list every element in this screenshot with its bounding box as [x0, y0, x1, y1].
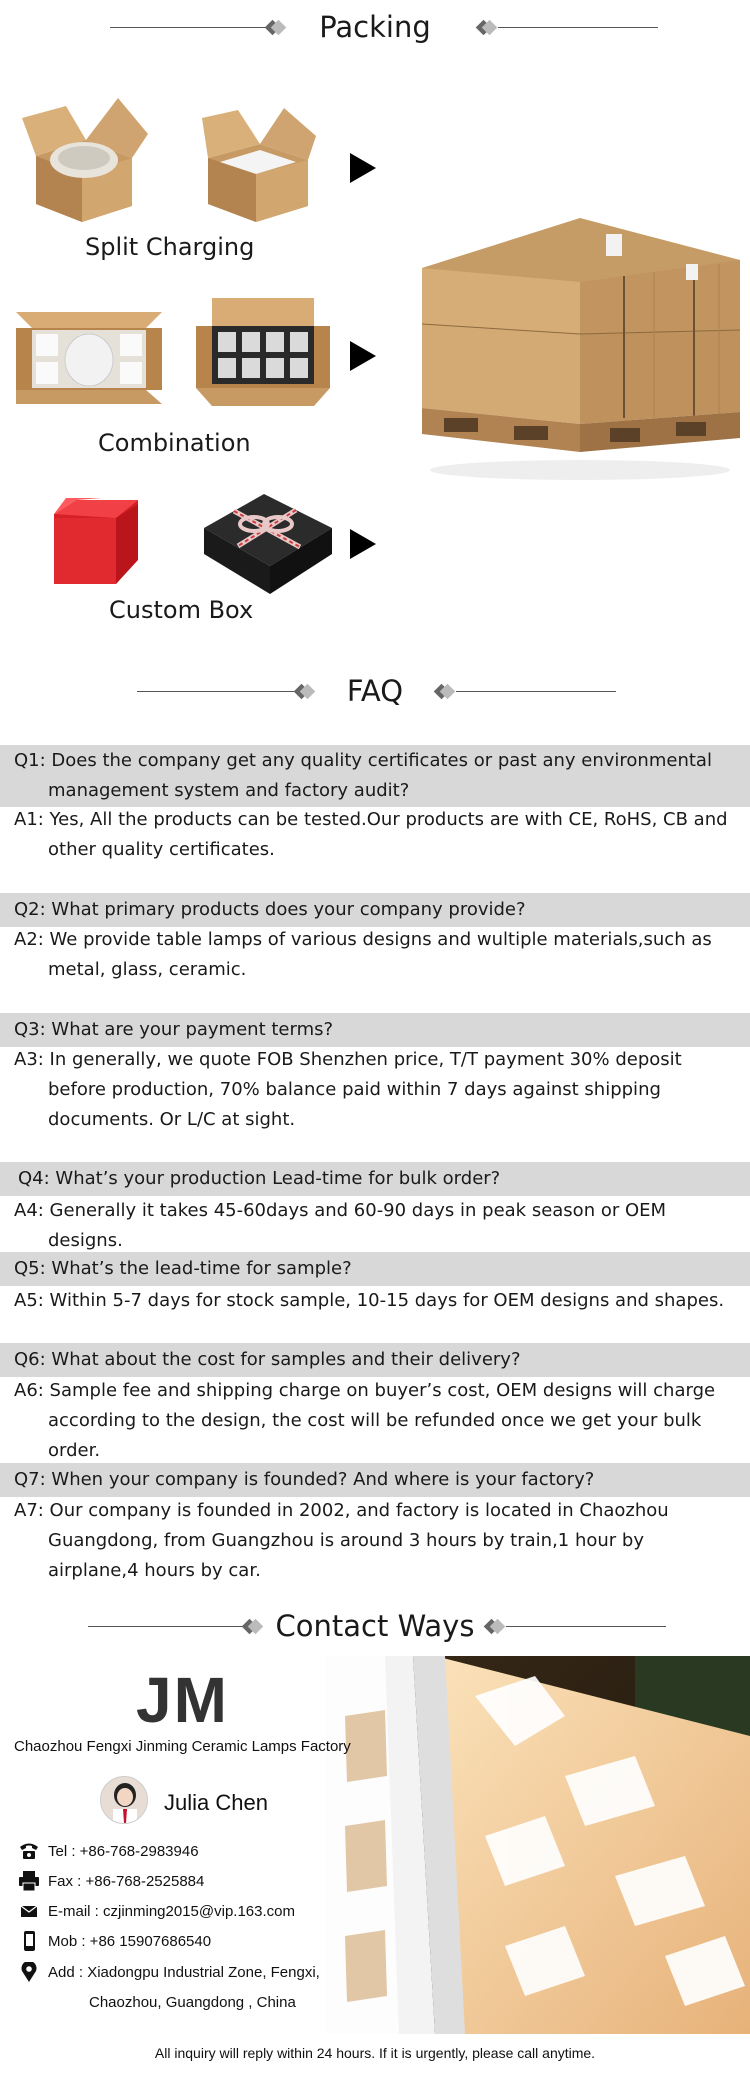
faq-question: Q1: Does the company get any quality certificates or past any environmental management system and factory audit? [0, 745, 750, 807]
fax-text: Fax : +86-768-2525884 [48, 1873, 205, 1890]
location-pin-icon [18, 1962, 40, 1982]
arrow-right-icon [350, 153, 376, 183]
contact-person: Julia Chen [164, 1790, 268, 1815]
mobile-text: Mob : +86 15907686540 [48, 1933, 212, 1950]
diamond-icon [244, 1619, 260, 1635]
contact-title: Contact Ways [275, 1609, 475, 1643]
packing-label: Combination [98, 429, 251, 457]
divider-line [506, 1626, 666, 1627]
packing-title: Packing [319, 10, 431, 44]
packing-header [0, 8, 750, 48]
contact-header [0, 1607, 750, 1647]
lamp-photo-image [325, 1656, 750, 2034]
divider-line [110, 27, 270, 28]
packing-label: Split Charging [85, 233, 255, 261]
product-box-image [16, 312, 162, 404]
faq-answer: A2: We provide table lamps of various designs and wultiple materials,such as metal, glass, ceramic. [14, 929, 712, 980]
divider-line [456, 691, 616, 692]
faq-answer: A7: Our company is founded in 2002, and factory is located in Chaozhou Guangdong, from Guangzhou is around 3 hours by train,1 hour by airplane,4 hours by car. [14, 1500, 669, 1581]
person-icon [101, 1777, 148, 1824]
divider-line [498, 27, 658, 28]
faq-answer: A3: In generally, we quote FOB Shenzhen price, T/T payment 30% deposit before production, 70% balance paid within 7 days against shipping documents. Or L/C at sight. [14, 1049, 682, 1130]
product-box-image [196, 298, 330, 406]
faq-answer: A4: Generally it takes 45-60days and 60-90 days in peak season or OEM designs. [14, 1200, 667, 1251]
fax-icon [18, 1871, 40, 1891]
faq-answer: A5: Within 5-7 days for stock sample, 10-15 days for OEM designs and shapes. [14, 1290, 725, 1311]
faq-title: FAQ [346, 674, 404, 708]
diamond-icon [478, 20, 494, 36]
red-gift-box-image [52, 498, 142, 588]
faq-answer: A1: Yes, All the products can be tested.Our products are with CE, RoHS, CB and other quality certificates. [14, 809, 728, 860]
diamond-icon [267, 20, 283, 36]
open-box-image [198, 108, 318, 223]
address-line-1: Add : Xiadongpu Industrial Zone, Fengxi, [48, 1964, 320, 1981]
diamond-icon [436, 684, 452, 700]
footer-note: All inquiry will reply within 24 hours. If it is urgently, please call anytime. [154, 2045, 596, 2061]
arrow-right-icon [350, 341, 376, 371]
divider-line [137, 691, 300, 692]
faq-question: Q5: What’s the lead-time for sample? [0, 1252, 750, 1286]
avatar [100, 1776, 148, 1824]
company-logo: JM [136, 1664, 229, 1736]
faq-header [0, 672, 750, 712]
diamond-icon [296, 684, 312, 700]
pallet-cartons-image [414, 212, 742, 492]
arrow-right-icon [350, 529, 376, 559]
faq-question: Q7: When your company is founded? And where is your factory? [0, 1463, 750, 1497]
phone-text: Tel : +86-768-2983946 [48, 1843, 199, 1860]
open-box-image [22, 98, 150, 223]
mobile-phone-icon [18, 1931, 40, 1951]
email-text: E-mail : czjinming2015@vip.163.com [48, 1903, 295, 1920]
packing-label: Custom Box [109, 596, 254, 624]
diamond-icon [486, 1619, 502, 1635]
faq-question: Q2: What primary products does your company provide? [0, 893, 750, 927]
company-name: Chaozhou Fengxi Jinming Ceramic Lamps Factory [14, 1738, 351, 1755]
phone-icon [18, 1841, 40, 1861]
faq-answer: A6: Sample fee and shipping charge on buyer’s cost, OEM designs will charge according to the design, the cost will be refunded once we get your bulk order. [14, 1380, 716, 1461]
faq-question: Q3: What are your payment terms? [0, 1013, 750, 1047]
envelope-icon [18, 1901, 40, 1921]
black-gift-box-image [204, 494, 332, 594]
faq-question: Q4: What’s your production Lead-time for bulk order? [0, 1162, 750, 1196]
faq-question: Q6: What about the cost for samples and their delivery? [0, 1343, 750, 1377]
address-line-2: Chaozhou, Guangdong , China [89, 1994, 296, 2011]
divider-line [88, 1626, 248, 1627]
